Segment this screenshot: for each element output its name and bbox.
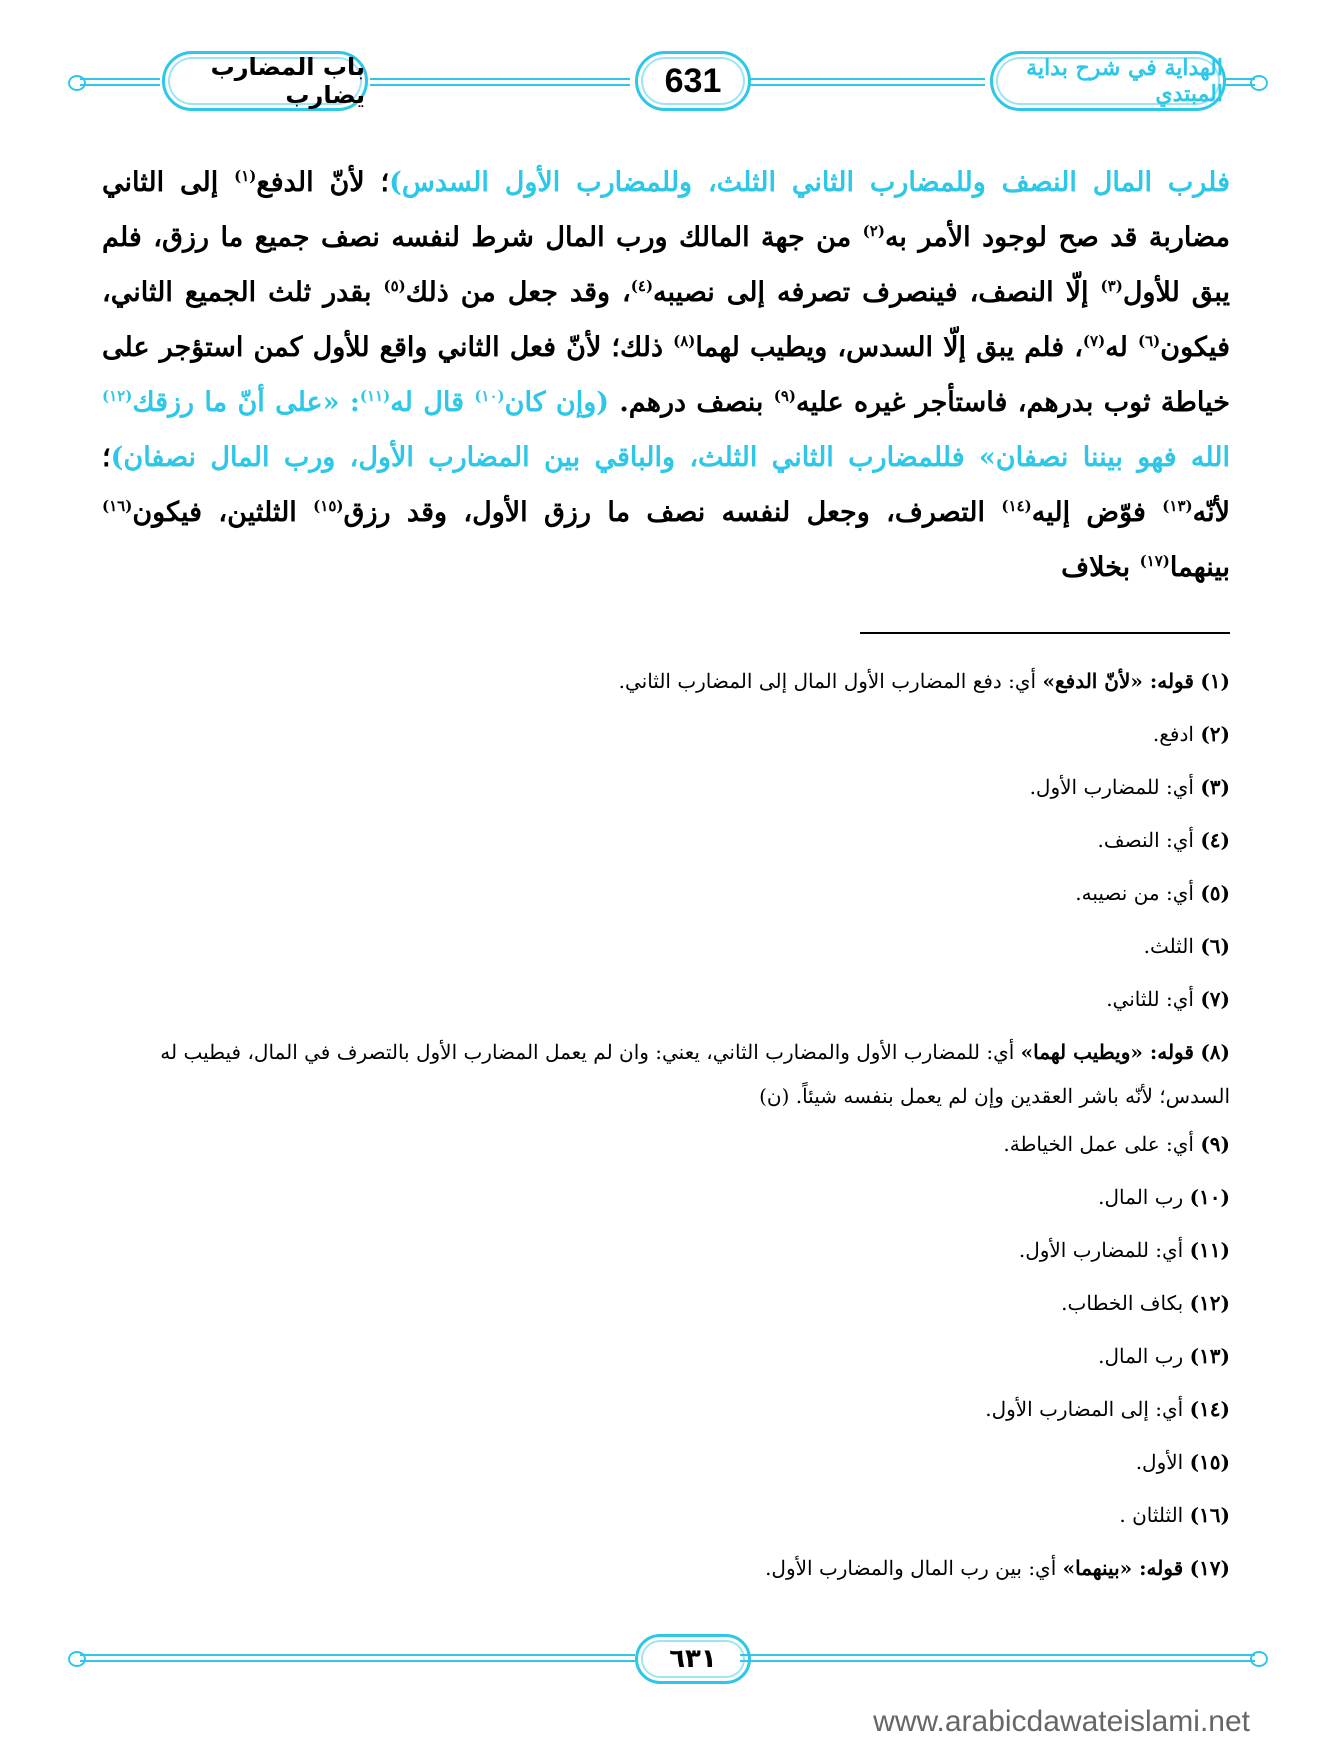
footnote-keyword: قوله: «بينهما» xyxy=(1062,1556,1184,1580)
footnote-number: (١٧) xyxy=(1189,1556,1230,1580)
footnote-text: أي: للمضارب الأول. xyxy=(1029,775,1201,799)
footnote-text: أي: للمضارب الأول. xyxy=(1018,1238,1190,1262)
footnote-text: أي: من نصيبه. xyxy=(1075,881,1201,905)
footnote-ref: (١٠) xyxy=(474,387,505,405)
main-text xyxy=(102,155,1230,595)
footnote-item xyxy=(102,814,1230,867)
footnote-ref: (١٢) xyxy=(102,387,133,405)
sharh-text: من جهة المالك ورب المال شرط لنفسه نصف جميع ما رزق، فلم يبق للأول xyxy=(102,222,1230,308)
footnote-text: رب المال. xyxy=(1098,1185,1190,1209)
sharh-text: ؛ لأنّ الدفع xyxy=(256,167,390,198)
footnote-text: أي: للثاني. xyxy=(1106,987,1201,1011)
footnote-text: الأول. xyxy=(1135,1450,1190,1474)
header-ornament-right xyxy=(1250,75,1268,91)
footnote-number: (٦) xyxy=(1200,934,1230,958)
matn-text: قال له xyxy=(390,387,475,418)
footnote-text: أي: بين رب المال والمضارب الأول. xyxy=(765,1556,1063,1580)
footer-rule-right xyxy=(740,1654,1255,1662)
footnote-item xyxy=(102,1489,1230,1542)
matn-text: (وإن كان xyxy=(504,387,610,418)
page-number-frame xyxy=(635,51,751,111)
footnote-item xyxy=(102,761,1230,814)
footnote-number: (١١) xyxy=(1189,1238,1230,1262)
footnote-item xyxy=(102,1026,1230,1118)
footnote-item xyxy=(102,1330,1230,1383)
footnote-number: (٤) xyxy=(1200,828,1230,852)
footnote-number: (٩) xyxy=(1200,1132,1230,1156)
header-rule-mid-left xyxy=(370,78,630,86)
website-url: www.arabicdawateislami.net xyxy=(873,1705,1250,1738)
sharh-text: ، وقد جعل من ذلك xyxy=(405,277,631,308)
header-rule-left xyxy=(80,78,160,86)
footnote-item xyxy=(102,1436,1230,1489)
sharh-text: بقدر ثلث الجميع الثاني، فيكون xyxy=(102,277,1230,363)
sharh-text: له xyxy=(1105,332,1138,363)
footnote-ref: (١٣) xyxy=(1162,497,1193,515)
footnote-ref: (٨) xyxy=(673,332,696,350)
footnote-ref: (٣) xyxy=(1100,277,1123,295)
page-footer xyxy=(50,1630,1270,1680)
sharh-text: فوّض إليه xyxy=(1031,497,1163,528)
section-title: باب المضارب يضارب xyxy=(210,53,365,109)
footnote-ref: (٤) xyxy=(630,277,654,295)
sharh-text: إلّا النصف، فينصرف تصرفه إلى نصيبه xyxy=(653,277,1101,308)
footnote-ref: (٧) xyxy=(1082,332,1106,350)
footnote-item xyxy=(102,1277,1230,1330)
footnote-text: الثلثان . xyxy=(1119,1503,1190,1527)
footnote-number: (١٤) xyxy=(1189,1397,1230,1421)
footnotes-list xyxy=(102,655,1230,1595)
sharh-text: ؛ لأنّه xyxy=(102,442,1231,528)
footnote-text: أي: دفع المضارب الأول المال إلى المضارب الثاني. xyxy=(618,669,1043,693)
footnote-item xyxy=(102,1383,1230,1436)
footnote-ref: (٢) xyxy=(862,222,885,240)
footnote-ref: (٩) xyxy=(773,387,797,405)
footnote-item xyxy=(102,1118,1230,1171)
matn-text: الله فهو بيننا نصفان» فللمضارب الثاني الثلث، والباقي بين المضارب الأول، ورب المال نصفان) xyxy=(110,442,1230,473)
footnote-text: بكاف الخطاب. xyxy=(1061,1291,1190,1315)
footnote-number: (٨) xyxy=(1200,1040,1230,1064)
footer-rule-left xyxy=(80,1654,635,1662)
sharh-text: التصرف، وجعل لنفسه نصف ما رزق الأول، وقد رزق xyxy=(343,497,1002,528)
sharh-text: الثلثين، فيكون xyxy=(132,497,314,528)
footnote-text: أي: إلى المضارب الأول. xyxy=(985,1397,1190,1421)
footnote-number: (٥) xyxy=(1200,881,1230,905)
footnote-number: (١٥) xyxy=(1189,1450,1230,1474)
section-title-frame xyxy=(162,51,368,111)
footnote-item xyxy=(102,1542,1230,1595)
footer-ornament-right xyxy=(1250,1651,1268,1667)
footnote-number: (١) xyxy=(1200,669,1230,693)
footnote-text: أي: على عمل الخياطة. xyxy=(1003,1132,1201,1156)
header-rule-mid-right xyxy=(750,78,985,86)
footnote-keyword: قوله: «ويطيب لهما» xyxy=(1020,1040,1194,1064)
footnote-ref: (١٥) xyxy=(313,497,344,515)
footnote-number: (١٠) xyxy=(1189,1185,1230,1209)
footer-page-number-frame xyxy=(635,1634,751,1684)
footnote-number: (١٣) xyxy=(1189,1344,1230,1368)
sharh-text: بنصف درهم. xyxy=(609,387,774,418)
footnote-keyword: قوله: «لأنّ الدفع» xyxy=(1042,669,1194,693)
sharh-text: ، فلم يبق إلّا السدس، ويطيب لهما xyxy=(695,332,1083,363)
book-title-frame xyxy=(990,51,1226,111)
header-ornament-left xyxy=(68,75,86,91)
sharh-text: بخلاف xyxy=(1061,552,1140,583)
footnote-item xyxy=(102,867,1230,920)
footnote-item xyxy=(102,1224,1230,1277)
footnote-ref: (١٦) xyxy=(102,497,133,515)
footnote-item xyxy=(102,655,1230,708)
sharh-text: إلى الثاني مضاربة قد صح لوجود الأمر به xyxy=(102,167,1230,253)
sharh-text: ذلك؛ لأنّ فعل الثاني واقع للأول كمن استؤجر على خياطة ثوب بدرهم، فاستأجر غيره عليه xyxy=(102,332,1230,418)
footer-page-number: ٦٣١ xyxy=(669,1644,717,1674)
footnote-text: أي: النصف. xyxy=(1097,828,1201,852)
footnote-text: رب المال. xyxy=(1098,1344,1190,1368)
footnote-ref: (١٤) xyxy=(1001,497,1032,515)
footnote-ref: (٥) xyxy=(383,277,406,295)
footnote-text: الثلث. xyxy=(1143,934,1201,958)
footnote-item xyxy=(102,920,1230,973)
page-number: 631 xyxy=(664,61,722,100)
footnote-number: (١٦) xyxy=(1189,1503,1230,1527)
footnote-divider xyxy=(860,632,1230,634)
book-title: الهداية في شرح بداية المبتدي xyxy=(1026,55,1223,107)
footnote-ref: (١١) xyxy=(359,387,391,405)
footnote-ref: (٦) xyxy=(1137,332,1161,350)
sharh-text: بينهما xyxy=(1169,552,1230,583)
footnote-text: أي: للمضارب الأول والمضارب الثاني، يعني: وان لم يعمل المضارب الأول بالتصرف في المال، فيطيب له السدس؛ لأنّه باشر العقدين وإن لم يعمل بنفسه شيئاً. (ن) xyxy=(160,1040,1230,1108)
footnote-item xyxy=(102,973,1230,1026)
footnote-item xyxy=(102,1171,1230,1224)
footnote-number: (٧) xyxy=(1200,987,1230,1011)
footnote-ref: (١٧) xyxy=(1139,552,1170,570)
page-header xyxy=(50,45,1270,115)
footnote-item xyxy=(102,708,1230,761)
matn-text: : «على أنّ ما رزقك xyxy=(132,387,360,418)
footnote-number: (٣) xyxy=(1200,775,1230,799)
footnote-number: (٢) xyxy=(1200,722,1230,746)
matn-text: فلرب المال النصف وللمضارب الثاني الثلث، وللمضارب الأول السدس) xyxy=(389,167,1230,198)
footnote-ref: (١) xyxy=(234,167,257,185)
footnote-text: ادفع. xyxy=(1152,722,1201,746)
footnote-number: (١٢) xyxy=(1189,1291,1230,1315)
